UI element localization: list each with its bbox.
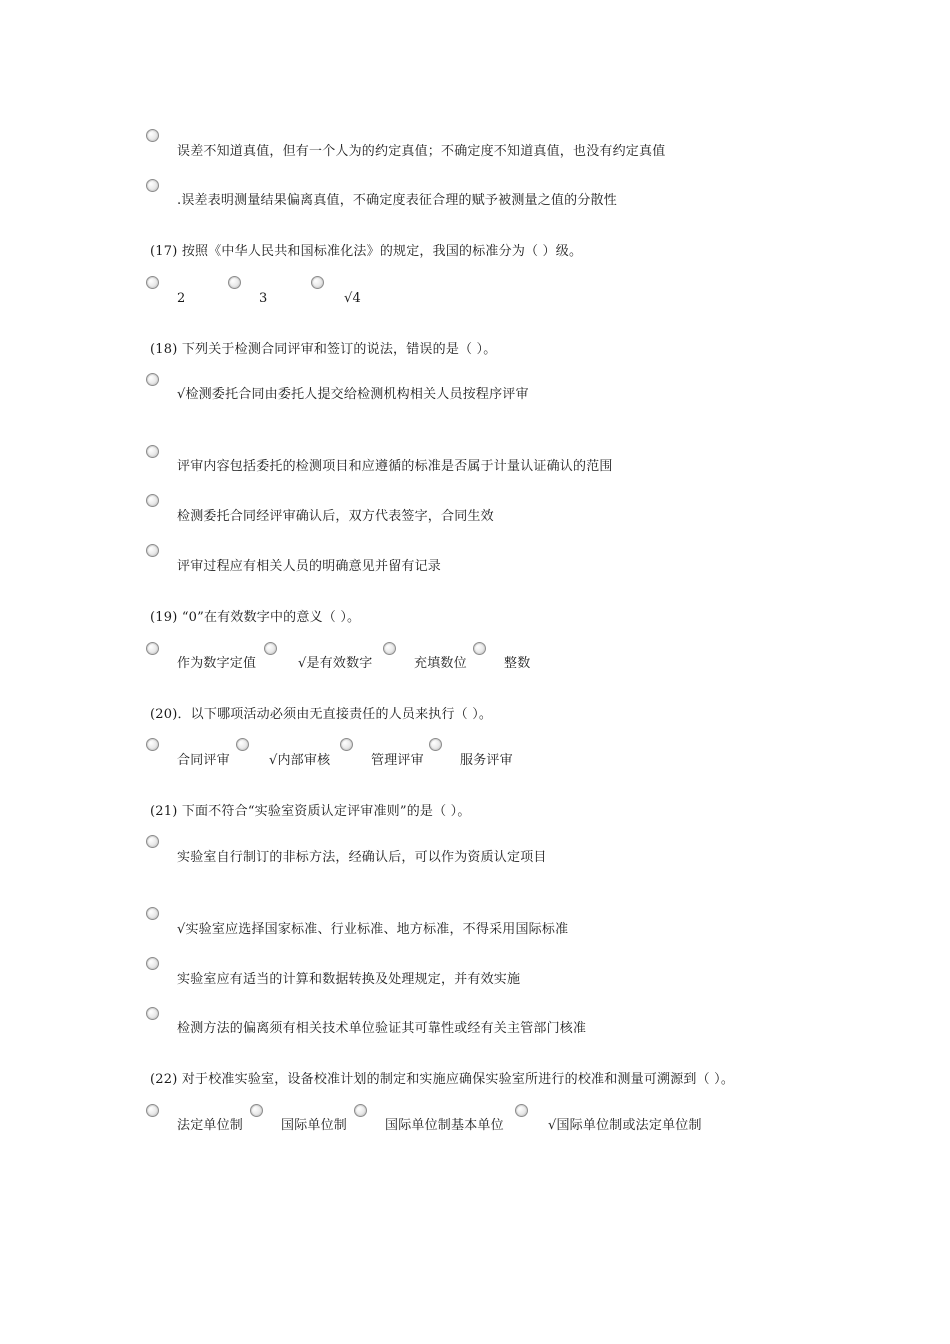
q18-question: (18) 下列关于检测合同评审和签订的说法，错误的是（ ）。 [150, 342, 497, 357]
q22-option-d-radio[interactable] [515, 1104, 528, 1117]
q22-option-c-radio[interactable] [354, 1104, 367, 1117]
q18-option-b-radio[interactable] [146, 445, 159, 458]
q18-option-c-label: 检测委托合同经评审确认后，双方代表签字，合同生效 [177, 509, 494, 524]
q17-option-c-radio[interactable] [311, 276, 324, 289]
q22-option-d-label: √国际单位制或法定单位制 [548, 1118, 702, 1133]
q17-option-b-label: 3 [259, 291, 268, 306]
q20-option-d-radio[interactable] [429, 738, 442, 751]
q20-option-b-label: √内部审核 [269, 753, 331, 768]
q16-option-c-radio[interactable] [146, 129, 159, 142]
q17-option-a-label: 2 [177, 291, 186, 306]
q19-option-d-radio[interactable] [473, 642, 486, 655]
q16-option-d-radio[interactable] [146, 179, 159, 192]
q16-option-c-label: 误差不知道真值，但有一个人为的约定真值；不确定度不知道真值，也没有约定真值 [177, 144, 666, 159]
q22-question: (22) 对于校准实验室，设备校准计划的制定和实施应确保实验室所进行的校准和测量可溯源到（ ）。 [150, 1072, 735, 1087]
q21-option-c-radio[interactable] [146, 957, 159, 970]
q19-option-c-label: 充填数位 [414, 656, 467, 671]
q17-option-c-label: √4 [344, 291, 361, 306]
q22-option-a-radio[interactable] [146, 1104, 159, 1117]
q22-option-c-label: 国际单位制基本单位 [385, 1118, 504, 1133]
q17-option-b-radio[interactable] [228, 276, 241, 289]
q19-option-d-label: 整数 [504, 656, 531, 671]
q19-option-b-label: √是有效数字 [298, 656, 373, 671]
q18-option-b-label: 评审内容包括委托的检测项目和应遵循的标准是否属于计量认证确认的范围 [177, 459, 613, 474]
q20-option-a-radio[interactable] [146, 738, 159, 751]
q19-option-c-radio[interactable] [383, 642, 396, 655]
q19-option-b-radio[interactable] [264, 642, 277, 655]
q22-option-a-label: 法定单位制 [177, 1118, 244, 1133]
q21-option-b-radio[interactable] [146, 907, 159, 920]
q19-question: (19) “0”在有效数字中的意义（ ）。 [150, 610, 361, 625]
q21-option-d-label: 检测方法的偏离须有相关技术单位验证其可靠性或经有关主管部门核准 [177, 1021, 587, 1036]
q20-option-a-label: 合同评审 [177, 753, 230, 768]
q19-option-a-radio[interactable] [146, 642, 159, 655]
q20-question: (20)．以下哪项活动必须由无直接责任的人员来执行（ ）。 [150, 707, 493, 722]
q18-option-a-radio[interactable] [146, 373, 159, 386]
q21-option-d-radio[interactable] [146, 1007, 159, 1020]
q21-option-c-label: 实验室应有适当的计算和数据转换及处理规定，并有效实施 [177, 972, 521, 987]
q16-option-d-label: .误差表明测量结果偏离真值，不确定度表征合理的赋予被测量之值的分散性 [177, 193, 617, 208]
q20-option-b-radio[interactable] [236, 738, 249, 751]
q18-option-a-label: √检测委托合同由委托人提交给检测机构相关人员按程序评审 [177, 387, 529, 402]
q17-option-a-radio[interactable] [146, 276, 159, 289]
q19-option-a-label: 作为数字定值 [177, 656, 257, 671]
q18-option-d-label: 评审过程应有相关人员的明确意见并留有记录 [177, 559, 442, 574]
q18-option-c-radio[interactable] [146, 494, 159, 507]
q18-option-d-radio[interactable] [146, 544, 159, 557]
q20-option-c-label: 管理评审 [371, 753, 424, 768]
q21-question: (21) 下面不符合“实验室资质认定评审准则”的是（ ）。 [150, 804, 471, 819]
q17-question: (17) 按照《中华人民共和国标准化法》的规定，我国的标准分为（ ）级。 [150, 244, 583, 259]
q22-option-b-radio[interactable] [250, 1104, 263, 1117]
q20-option-c-radio[interactable] [340, 738, 353, 751]
q22-option-b-label: 国际单位制 [281, 1118, 348, 1133]
q21-option-a-radio[interactable] [146, 835, 159, 848]
q21-option-a-label: 实验室自行制订的非标方法，经确认后，可以作为资质认定项目 [177, 850, 547, 865]
q21-option-b-label: √实验室应选择国家标准、行业标准、地方标准，不得采用国际标准 [177, 922, 569, 937]
q20-option-d-label: 服务评审 [460, 753, 513, 768]
